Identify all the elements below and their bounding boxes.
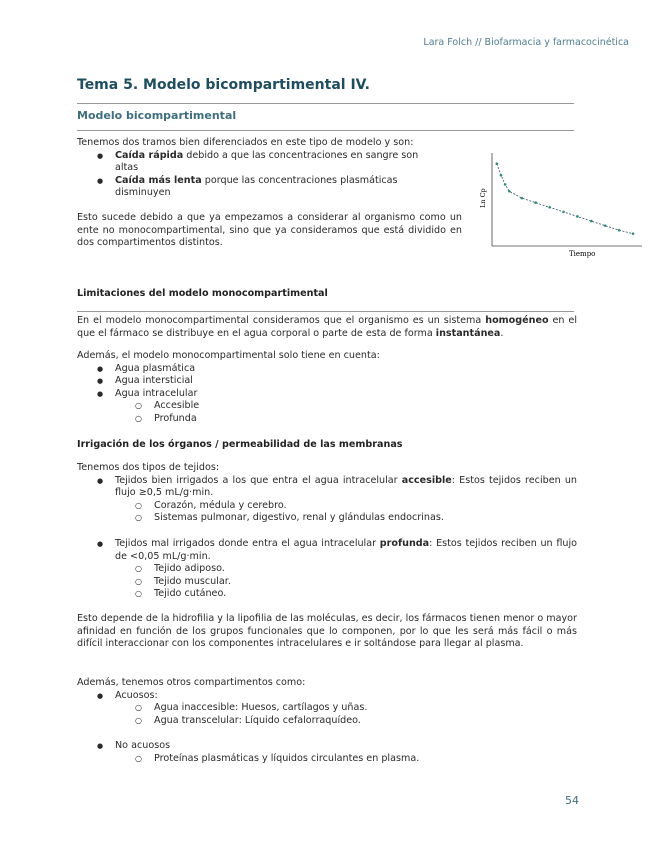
sub-list-item: ○ Accesible: [77, 400, 577, 413]
sub-list-item: ○ Tejido muscular.: [77, 576, 577, 589]
page-title: Tema 5. Modelo bicompartimental IV.: [77, 77, 370, 93]
limitaciones-heading: Limitaciones del modelo monocompartimental: [77, 288, 328, 299]
limitaciones-intro: Además, el modelo monocompartimental solo tiene en cuenta:: [77, 350, 380, 361]
trend-line: [497, 164, 633, 234]
data-point: [632, 232, 635, 235]
page-header: [423, 37, 629, 48]
sub-list-item: ○ Corazón, médula y cerebro.: [77, 500, 577, 513]
data-point: [500, 174, 503, 177]
header-author: Lara Folch: [423, 37, 473, 48]
sub-list-item: ○ Agua inaccesible: Huesos, cartílagos y uñas.: [77, 702, 577, 715]
water-list: [77, 363, 577, 426]
limitaciones-list-block: [77, 350, 577, 425]
data-point: [562, 211, 565, 214]
otros-list: [77, 690, 577, 728]
tejidos-list: [77, 475, 577, 525]
otros-intro: Además, tenemos otros compartimentos como:: [77, 677, 306, 688]
list-item: ● Caída más lenta porque las concentraciones plasmáticas disminuyen: [77, 175, 437, 200]
list-item: ● No acuosos: [77, 740, 577, 753]
phase-list: [77, 150, 437, 200]
y-axis-label: Ln Cp: [479, 188, 487, 208]
data-point: [590, 220, 593, 223]
no-acuosos-block: [77, 740, 577, 765]
x-axis-label: Tiempo: [569, 250, 596, 258]
biexponential-chart: [472, 150, 644, 260]
divider-top: [77, 103, 574, 104]
data-point: [508, 190, 511, 193]
header-separator: //: [472, 37, 485, 48]
sub-list-item: ○ Proteínas plasmáticas y líquidos circulantes en plasma.: [77, 753, 577, 766]
limitaciones-paragraph: En el modelo monocompartimental consideramos que el organismo es un sistema homogéneo en el que el fármaco se distribuye en el agua corporal o parte de esta de forma instantánea.: [77, 315, 577, 339]
data-point: [576, 215, 579, 218]
hidrofilia-paragraph: Esto depende de la hidrofilia y la lipofilia de las moléculas, es decir, los fármacos tienen menor o mayor afinidad en función de los grupos funcionales que lo componen, por lo que les será más fácil o más difícil interaccionar con los componentes intracelulares e ir soltándose para llegar al plasma.: [77, 613, 577, 649]
sub-list-item: ○ Profunda: [77, 413, 577, 426]
list-item: ● Caída rápida debido a que las concentraciones en sangre son altas: [77, 150, 437, 175]
page-number: 54: [565, 794, 579, 807]
sub-list-item: ○ Sistemas pulmonar, digestivo, renal y glándulas endocrinas.: [77, 512, 577, 525]
list-item: ● Agua plasmática: [77, 363, 577, 376]
tejidos-block-2: [77, 538, 577, 601]
tejidos-block: [77, 462, 577, 525]
list-item: ● Agua intracelular: [77, 388, 577, 401]
intro-text: Tenemos dos tramos bien diferenciados en este tipo de modelo y son:: [77, 137, 414, 148]
data-point: [521, 197, 524, 200]
sub-list-item: ○ Tejido adiposo.: [77, 563, 577, 576]
divider-limitaciones: [77, 311, 574, 312]
sub-list-item: ○ Agua transcelular: Líquido cefalorraquídeo.: [77, 715, 577, 728]
data-point: [618, 229, 621, 232]
data-point: [504, 183, 507, 186]
sub-list-item: ○ Tejido cutáneo.: [77, 588, 577, 601]
data-point: [604, 224, 607, 227]
list-item: ● Tejidos mal irrigados donde entra el agua intracelular profunda: Estos tejidos reciben un flujo de <0,05 mL/g·min.: [77, 538, 577, 563]
data-point: [534, 201, 537, 204]
section-heading: Modelo bicompartimental: [77, 109, 237, 122]
data-point: [495, 162, 498, 165]
list-item: ● Acuosos:: [77, 690, 577, 703]
divider-bottom: [77, 130, 574, 131]
section1-intro-block: [77, 137, 467, 200]
data-point: [548, 206, 551, 209]
list-item: ● Agua intersticial: [77, 375, 577, 388]
section1-paragraph: Esto sucede debido a que ya empezamos a considerar al organismo como un ente no monocompartimental, sino que ya consideramos que está dividido en dos compartimentos distintos.: [77, 212, 462, 248]
otros-block: [77, 677, 577, 727]
irrigacion-heading: Irrigación de los órganos / permeabilidad de las membranas: [77, 439, 403, 450]
header-subject: Biofarmacia y farmacocinética: [484, 37, 629, 48]
no-acuosos-list: [77, 740, 577, 765]
tejidos-intro: Tenemos dos tipos de tejidos:: [77, 462, 220, 473]
tejidos-list-2: [77, 538, 577, 601]
list-item: ● Tejidos bien irrigados a los que entra el agua intracelular accesible: Estos tejidos reciben un flujo ≥0,5 mL/g·min.: [77, 475, 577, 500]
